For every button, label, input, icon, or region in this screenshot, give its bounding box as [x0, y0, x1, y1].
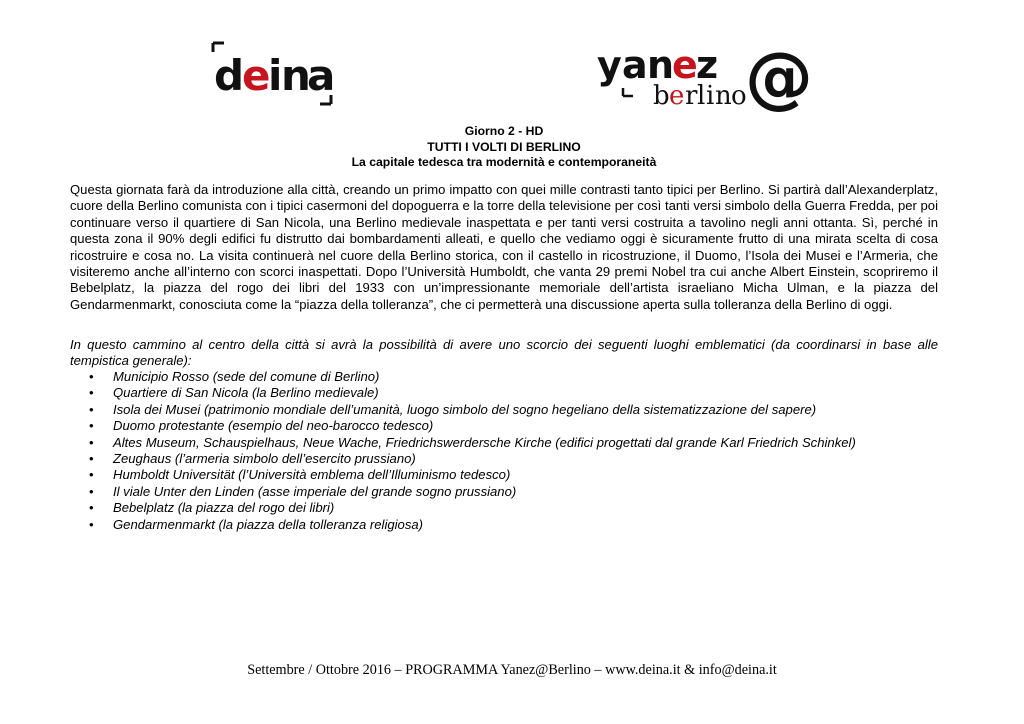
list-item-text: Bebelplatz (la piazza del rogo dei libri) — [113, 500, 335, 516]
day-label: Giorno 2 - HD — [464, 124, 544, 138]
list-item — [70, 451, 938, 467]
list-item — [70, 385, 938, 401]
logo-letter: a — [307, 51, 336, 100]
bullet-icon: • — [89, 516, 94, 532]
list-item — [70, 467, 938, 483]
list-item — [70, 484, 938, 500]
bullet-icon: • — [89, 451, 94, 467]
logo-letter-accent: e — [242, 51, 271, 100]
bullet-icon: • — [89, 434, 94, 450]
bullet-icon: • — [89, 369, 94, 384]
logo-letter: b — [653, 81, 670, 111]
places-intro: In questo cammino al centro della città si avrà la possibilità di avere uno scorcio dei seguenti luoghi emblematici (da coordinarsi in base alle tempistica generale): — [70, 337, 938, 369]
bullet-icon: • — [89, 418, 94, 434]
list-item — [70, 369, 938, 385]
page-footer: Settembre / Ottobre 2016 – PROGRAMMA Yanez@Berlino – www.deina.it & info@deina.it — [247, 662, 777, 678]
logo-letter: o — [731, 81, 747, 111]
list-item — [70, 418, 938, 434]
logo-letter: a — [622, 43, 648, 87]
list-item-text: Duomo protestante (esempio del neo-barocco tedesco) — [113, 418, 434, 434]
list-item-text: Quartiere di San Nicola (la Berlino medievale) — [113, 385, 379, 401]
list-item-text: Municipio Rosso (sede del comune di Berlino) — [113, 369, 380, 384]
bullet-icon: • — [89, 385, 94, 401]
logo-letter: n — [647, 43, 675, 87]
list-item — [70, 517, 938, 533]
list-item — [70, 500, 938, 516]
bullet-icon: • — [89, 401, 94, 417]
yanez-berlino-logo — [595, 38, 813, 117]
list-item-text: Altes Museum, Schauspielhaus, Neue Wache, Friedrichswerdersche Kirche (edifici progettati dal grande Karl Friedrich Schinkel) — [113, 434, 856, 450]
program-title: TUTTI I VOLTI DI BERLINO — [427, 139, 581, 154]
list-item — [70, 402, 938, 418]
list-item-text: Isola dei Musei (patrimonio mondiale dell’umanità, luogo simbolo del sogno hegeliano della sistematizzazione del sapere) — [113, 401, 817, 417]
logo-letter: z — [696, 43, 719, 87]
svg-text:d e i n a — [214, 51, 335, 100]
bullet-icon: • — [89, 500, 94, 516]
description-paragraph: Questa giornata farà da introduzione alla città, creando un primo impatto con quei mille contrasti tanto tipici per Berlino. Si partirà dall’Alexanderplatz, cuore della Berlino comunista con i tipici casermoni del dopoguerra e la torre della televisione per così tanti versi simbolo della Guerra Fredda, per poi continuare verso il quartiere di San Nicola, una Berlino medievale inaspettata e per tanti versi costruita a tavolino negli anni ottanta. Sì, perché in questa zona il 90% degli edifici fu distrutto dai bombardamenti alleati, e quello che vediamo oggi è sicuramente frutto di una mirata scelta di cosa ricostruire e cosa no. La visita continuerà nel cuore della Berlino storica, con il castello in ricostruzione, il Duomo, l’Isola dei Musei e l’Armeria, che visiteremo anche all’interno con scorci inaspettati. Dopo l’Università Humboldt, che vanta 29 premi Nobel tra cui anche Albert Einstein, scopriremo il Bebelplatz, la piazza del rogo dei libri del 1933 con un’impressionante memoriale dell’artista israeliano Micha Ulman, e la piazza del Gendarmenmarkt, conosciuta come la “piazza della tolleranza”, che ci permetterà una discussione aperta sulla tolleranza della Berlino di oggi. — [70, 182, 938, 312]
at-symbol: @ — [745, 38, 813, 117]
logo-letter: n — [715, 81, 732, 111]
logo-letter: i — [706, 81, 715, 111]
logo-letter-accent: e — [669, 81, 685, 111]
svg-text:b e r l i — [653, 81, 747, 111]
list-item-text: Il viale Unter den Linden (asse imperiale del grande sogno prussiano) — [113, 483, 517, 499]
logo-letter-accent: e — [672, 43, 698, 87]
places-list — [70, 369, 938, 533]
logo-letter: d — [214, 51, 245, 100]
list-item-text: Humboldt Universität (l’Università emblema dell’Illuminismo tedesco) — [113, 467, 511, 483]
logo-letter: y — [597, 43, 622, 87]
logo-letter: l — [697, 81, 706, 111]
bullet-icon: • — [89, 467, 94, 483]
deina-logo — [210, 40, 335, 108]
logo-letter: r — [685, 81, 698, 111]
program-subtitle: La capitale tedesca tra modernità e contemporaneità — [351, 155, 657, 169]
list-item-text: Zeughaus (l’armeria simbolo dell’esercito prussiano) — [113, 451, 416, 467]
list-item — [70, 435, 938, 451]
logo-letter: n — [281, 51, 311, 100]
list-item-text: Gendarmenmarkt (la piazza della tolleranza religiosa) — [113, 516, 424, 532]
program-header — [70, 124, 938, 171]
logo-letter: i — [268, 51, 283, 100]
bullet-icon: • — [89, 483, 94, 499]
